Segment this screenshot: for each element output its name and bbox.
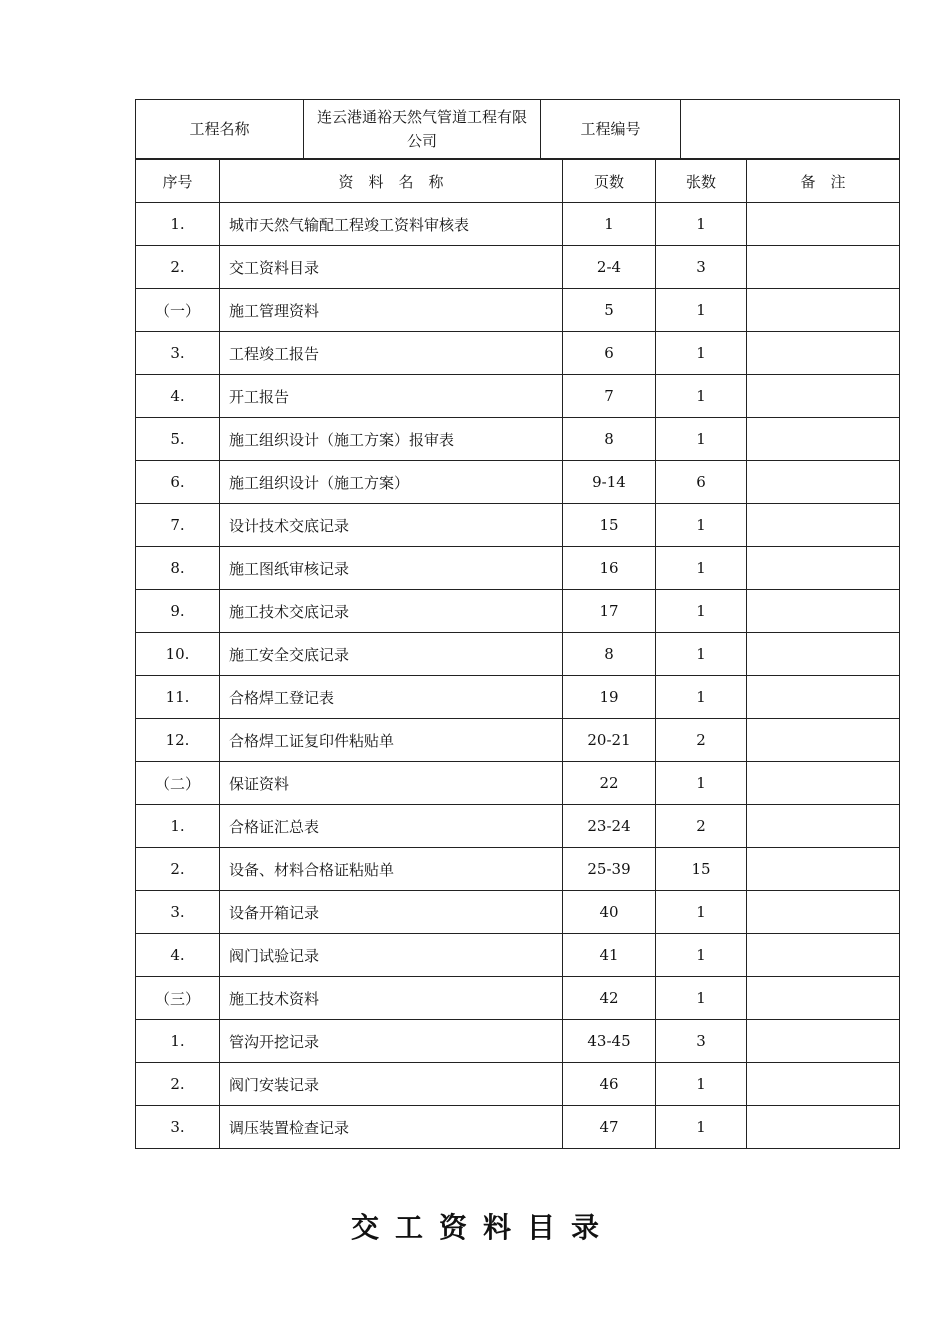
row-seq: 2. [136,848,220,891]
project-name-value: 连云港通裕天然气管道工程有限公司 [304,100,541,159]
column-header-pages: 页数 [563,160,656,203]
row-seq: （二） [136,762,220,805]
table-row [136,289,900,332]
table-row [136,590,900,633]
row-seq: 3. [136,891,220,934]
row-sheets: 2 [656,719,747,762]
row-pages: 5 [563,289,656,332]
row-seq: 7. [136,504,220,547]
row-seq: 1. [136,1020,220,1063]
row-pages: 41 [563,934,656,977]
table-row [136,1020,900,1063]
row-notes [747,332,900,375]
row-seq: 4. [136,934,220,977]
row-name: 阀门安装记录 [220,1063,563,1106]
row-name: 管沟开挖记录 [220,1020,563,1063]
row-pages: 16 [563,547,656,590]
row-notes [747,504,900,547]
column-header-notes: 备 注 [747,160,900,203]
row-pages: 46 [563,1063,656,1106]
row-seq: 6. [136,461,220,504]
row-notes [747,719,900,762]
row-notes [747,977,900,1020]
row-name: 施工技术资料 [220,977,563,1020]
row-seq: 3. [136,1106,220,1149]
row-seq: 10. [136,633,220,676]
row-name: 施工组织设计（施工方案）报审表 [220,418,563,461]
document-title: 交工资料目录 [350,1211,615,1244]
row-notes [747,891,900,934]
table-row [136,633,900,676]
row-sheets: 1 [656,203,747,246]
row-notes [747,934,900,977]
row-name: 交工资料目录 [220,246,563,289]
row-sheets: 1 [656,676,747,719]
row-pages: 15 [563,504,656,547]
project-header-table [135,99,900,159]
row-name: 施工技术交底记录 [220,590,563,633]
row-seq: 3. [136,332,220,375]
row-name: 施工组织设计（施工方案） [220,461,563,504]
row-sheets: 1 [656,762,747,805]
row-sheets: 1 [656,504,747,547]
row-sheets: 1 [656,289,747,332]
table-row [136,1063,900,1106]
row-notes [747,1106,900,1149]
column-header-name: 资 料 名 称 [220,160,563,203]
row-notes [747,805,900,848]
row-name: 施工管理资料 [220,289,563,332]
row-seq: 4. [136,375,220,418]
row-notes [747,203,900,246]
row-notes [747,1063,900,1106]
row-sheets: 1 [656,375,747,418]
row-pages: 47 [563,1106,656,1149]
row-notes [747,418,900,461]
table-row [136,719,900,762]
row-notes [747,461,900,504]
row-seq: 11. [136,676,220,719]
row-seq: 2. [136,246,220,289]
project-number-label: 工程编号 [541,100,681,159]
table-row [136,246,900,289]
row-sheets: 1 [656,633,747,676]
row-notes [747,848,900,891]
row-seq: （一） [136,289,220,332]
row-seq: 12. [136,719,220,762]
row-sheets: 1 [656,547,747,590]
table-row [136,203,900,246]
row-sheets: 1 [656,977,747,1020]
row-notes [747,246,900,289]
row-pages: 2-4 [563,246,656,289]
table-header-row [136,160,900,203]
row-sheets: 1 [656,934,747,977]
row-name: 开工报告 [220,375,563,418]
row-pages: 8 [563,418,656,461]
row-seq: 1. [136,805,220,848]
row-pages: 8 [563,633,656,676]
row-pages: 40 [563,891,656,934]
table-row [136,461,900,504]
row-pages: 7 [563,375,656,418]
table-row [136,418,900,461]
column-header-sheets: 张数 [656,160,747,203]
row-pages: 1 [563,203,656,246]
row-sheets: 1 [656,418,747,461]
row-notes [747,289,900,332]
row-sheets: 1 [656,332,747,375]
table-row [136,332,900,375]
row-sheets: 1 [656,1106,747,1149]
row-sheets: 3 [656,1020,747,1063]
row-notes [747,375,900,418]
row-sheets: 1 [656,590,747,633]
project-header-row [136,100,900,159]
table-row [136,762,900,805]
table-row [136,934,900,977]
row-sheets: 15 [656,848,747,891]
row-name: 保证资料 [220,762,563,805]
row-name: 设计技术交底记录 [220,504,563,547]
table-row [136,375,900,418]
row-sheets: 1 [656,1063,747,1106]
project-number-value [681,100,900,159]
table-row [136,848,900,891]
row-name: 阀门试验记录 [220,934,563,977]
row-sheets: 2 [656,805,747,848]
row-pages: 25-39 [563,848,656,891]
row-pages: 19 [563,676,656,719]
row-pages: 22 [563,762,656,805]
row-seq: 1. [136,203,220,246]
row-seq: 5. [136,418,220,461]
table-row [136,676,900,719]
table-row [136,1106,900,1149]
row-sheets: 3 [656,246,747,289]
table-row [136,547,900,590]
table-body [136,203,900,1149]
row-name: 合格焊工登记表 [220,676,563,719]
row-pages: 43-45 [563,1020,656,1063]
row-sheets: 1 [656,891,747,934]
row-name: 合格焊工证复印件粘贴单 [220,719,563,762]
row-notes [747,1020,900,1063]
row-name: 施工图纸审核记录 [220,547,563,590]
row-name: 合格证汇总表 [220,805,563,848]
row-name: 调压装置检查记录 [220,1106,563,1149]
row-name: 工程竣工报告 [220,332,563,375]
row-sheets: 6 [656,461,747,504]
row-name: 设备、材料合格证粘贴单 [220,848,563,891]
row-seq: 2. [136,1063,220,1106]
table-row [136,504,900,547]
row-notes [747,590,900,633]
row-name: 施工安全交底记录 [220,633,563,676]
row-notes [747,547,900,590]
table-row [136,891,900,934]
table-row [136,977,900,1020]
row-pages: 17 [563,590,656,633]
row-pages: 42 [563,977,656,1020]
row-notes [747,762,900,805]
row-notes [747,676,900,719]
row-seq: 8. [136,547,220,590]
project-name-label: 工程名称 [136,100,304,159]
row-pages: 20-21 [563,719,656,762]
row-notes [747,633,900,676]
table-row [136,805,900,848]
document-index-table [135,159,900,1149]
row-name: 设备开箱记录 [220,891,563,934]
column-header-seq: 序号 [136,160,220,203]
row-seq: 9. [136,590,220,633]
row-pages: 9-14 [563,461,656,504]
row-pages: 23-24 [563,805,656,848]
row-name: 城市天然气输配工程竣工资料审核表 [220,203,563,246]
row-pages: 6 [563,332,656,375]
row-seq: （三） [136,977,220,1020]
